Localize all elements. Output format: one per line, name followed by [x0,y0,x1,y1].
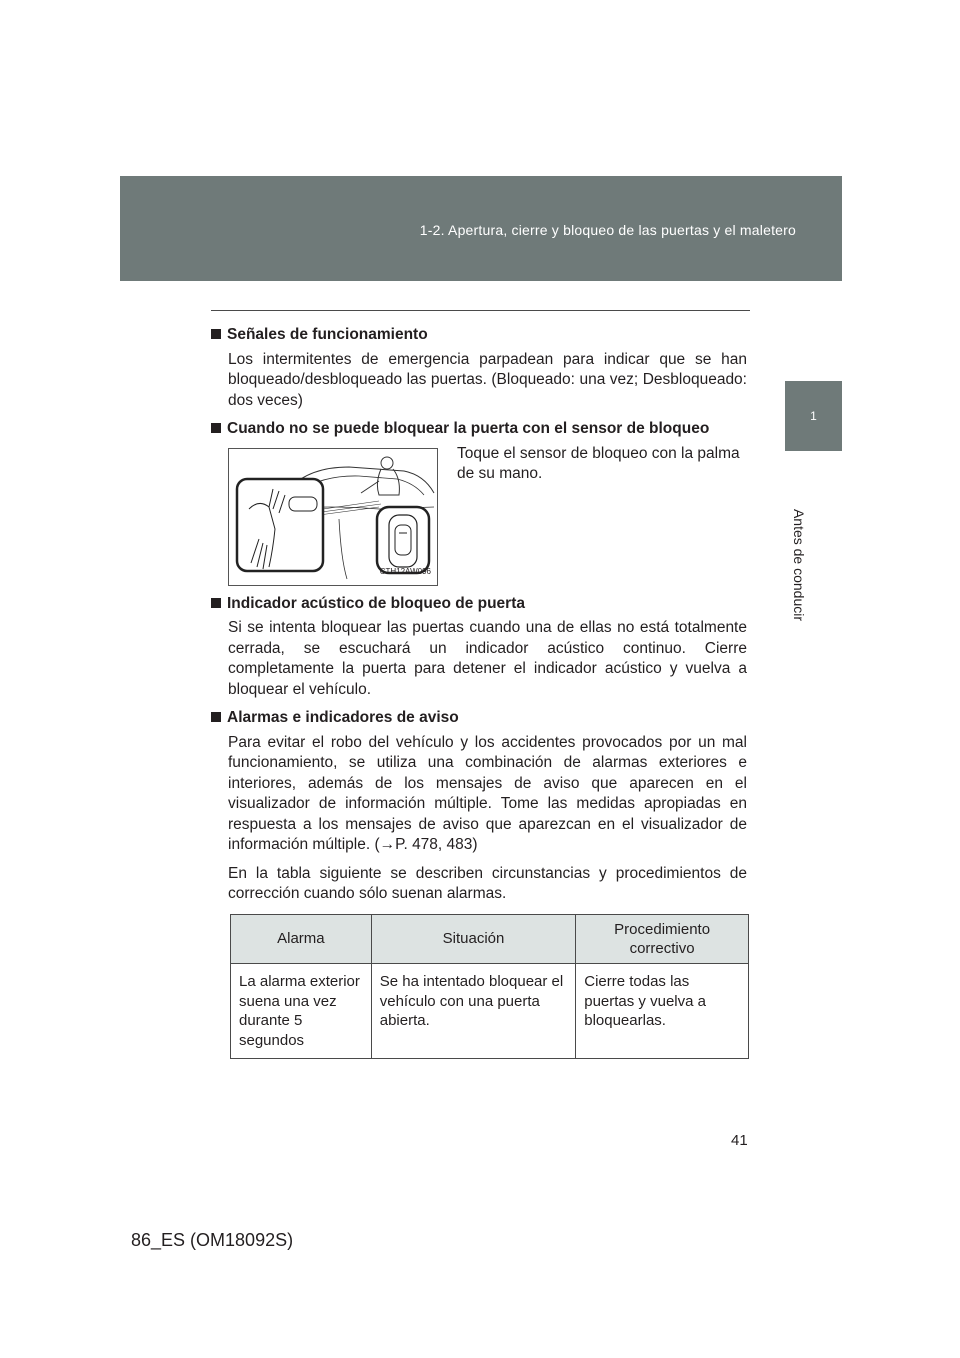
table-header-row [231,915,749,964]
main-content [211,325,747,913]
square-bullet-icon [211,598,221,608]
figure-row [211,444,747,586]
alarm-table [230,914,749,1059]
column-header: Situación [371,915,575,964]
paragraph: Para evitar el robo del vehículo y los accidentes provocados por un mal funcionamiento, se utiliza una combinación de alarmas exteriores e interiores, además de los mensajes de aviso que aparecen en el visualizador de información múltiple. Tome las medidas apropiadas en respuesta a los mensajes de aviso que aparezcan en el visualizador de información múltiple. (→P. 478, 483) [228,733,747,853]
paragraph: Los intermitentes de emergencia parpadean para indicar que se han bloqueado/desbloqueado las puertas. (Bloqueado: una vez; Desbloqueado: dos veces) [228,350,747,409]
figure-caption: Toque el sensor de bloqueo con la palma de su mano. [457,444,740,482]
heading-text: Indicador acústico de bloqueo de puerta [227,594,525,612]
paragraph: En la tabla siguiente se describen circunstancias y procedimientos de corrección cuando sólo suenan alarmas. [228,864,747,902]
top-rule [211,310,750,311]
table-cell: La alarma exterior suena una vez durante 5 segundos [231,964,372,1059]
chapter-title: Antes de conducir [791,508,807,622]
square-bullet-icon [211,329,221,339]
heading-alarmas [211,708,747,729]
heading-text: Señales de funcionamiento [227,326,428,343]
heading-text: Cuando no se puede bloquear la puerta con el sensor de bloqueo [227,420,710,437]
heading-indicador-acustico [211,594,747,615]
column-header: Procedimiento correctivo [576,915,749,964]
chapter-tab [785,381,842,451]
paragraph: Si se intenta bloquear las puertas cuando una de ellas no está totalmente cerrada, se escuchará un indicador acústico continuo. Cierre completamente la puerta para detener el indicador acústico y vuelva a bloquear el vehículo. [228,619,747,698]
square-bullet-icon [211,423,221,433]
figure-code: CTH12AW096 [379,567,431,576]
table-cell: Cierre todas las puertas y vuelva a bloquearlas. [576,964,749,1059]
lock-sensor-illustration [228,448,438,586]
section-title: 1-2. Apertura, cierre y bloqueo de las puertas y el maletero [419,222,796,238]
table-row [231,964,749,1059]
document-code: 86_ES (OM18092S) [131,1230,294,1250]
header-band [120,176,842,281]
chapter-number: 1 [810,409,817,423]
heading-text: Alarmas e indicadores de aviso [227,709,459,726]
heading-sensor-bloqueo [211,419,747,440]
page-number: 41 [731,1132,748,1149]
heading-senales [211,325,747,346]
column-header: Alarma [231,915,372,964]
square-bullet-icon [211,712,221,722]
alarm-table-wrapper [230,914,749,1059]
table-cell: Se ha intentado bloquear el vehículo con una puerta abierta. [371,964,575,1059]
